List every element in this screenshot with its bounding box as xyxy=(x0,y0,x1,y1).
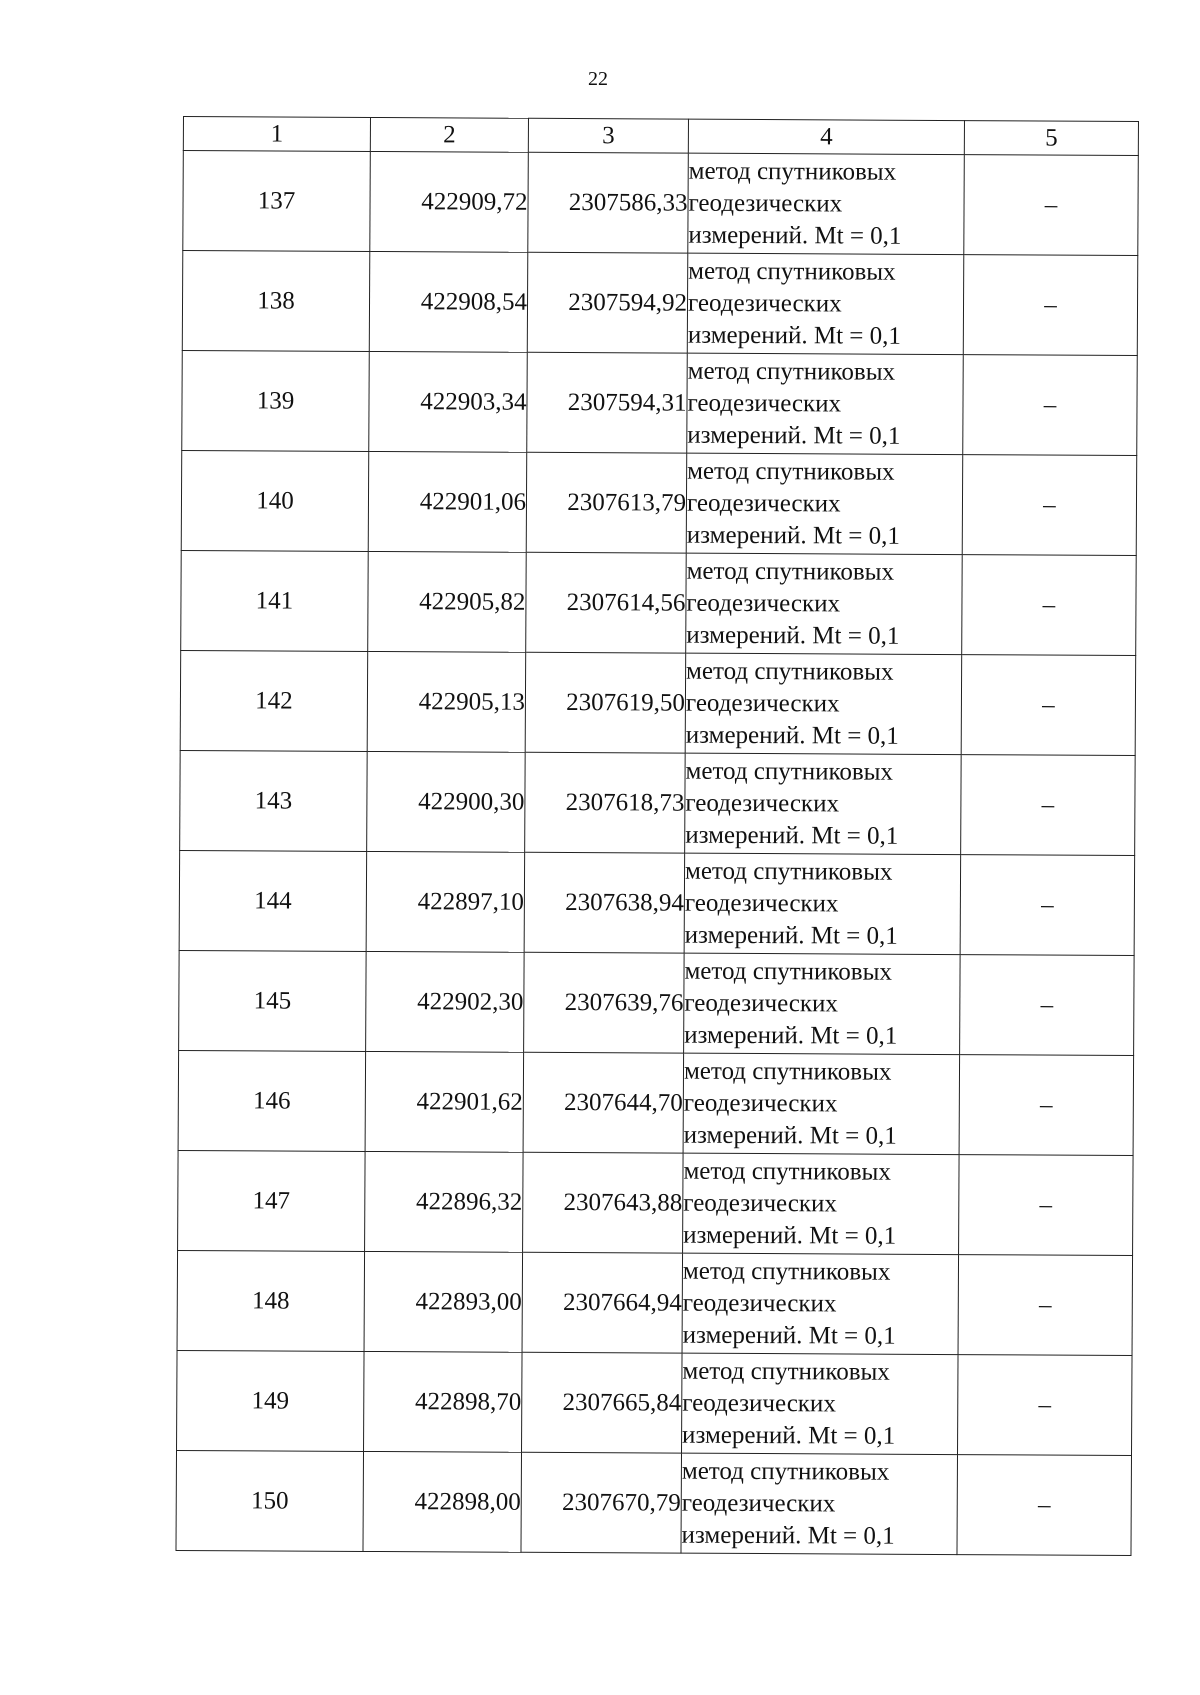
column-header-3: 3 xyxy=(528,118,688,153)
note-cell: – xyxy=(961,755,1136,856)
note-cell: – xyxy=(958,1255,1133,1356)
table-row xyxy=(181,450,1137,555)
point-number-cell: 150 xyxy=(176,1450,364,1551)
method-line-1: метод спутниковых xyxy=(687,457,895,486)
x-coordinate-cell: 422896,32 xyxy=(365,1151,524,1252)
method-line-3: измерений. Mt = 0,1 xyxy=(682,1421,896,1450)
column-header-5: 5 xyxy=(964,121,1138,156)
table-header xyxy=(183,117,1138,156)
method-line-1: метод спутниковых xyxy=(686,657,894,686)
y-coordinate-cell: 2307618,73 xyxy=(525,752,686,853)
table-row xyxy=(180,650,1136,755)
x-coordinate-cell: 422905,13 xyxy=(367,651,526,752)
method-line-1: метод спутниковых xyxy=(686,557,895,586)
method-cell xyxy=(686,453,963,554)
point-number-cell: 145 xyxy=(179,950,367,1051)
method-cell xyxy=(688,153,965,254)
point-number-cell: 139 xyxy=(182,350,370,451)
method-cell xyxy=(685,653,962,754)
method-line-3: измерений. Mt = 0,1 xyxy=(685,721,899,750)
y-coordinate-cell: 2307613,79 xyxy=(526,452,687,553)
method-line-3: измерений. Mt = 0,1 xyxy=(682,1321,896,1350)
column-header-2: 2 xyxy=(370,117,528,152)
method-line-2: геодезических xyxy=(682,1389,836,1417)
point-number-cell: 144 xyxy=(179,850,367,951)
x-coordinate-cell: 422898,70 xyxy=(364,1351,523,1452)
note-cell: – xyxy=(959,1055,1134,1156)
coordinates-table xyxy=(175,116,1139,1556)
column-header-1: 1 xyxy=(183,117,370,152)
table-row xyxy=(182,251,1138,356)
method-line-1: метод спутниковых xyxy=(683,1157,891,1186)
note-cell: – xyxy=(962,555,1137,656)
table-row xyxy=(177,1350,1133,1455)
point-number-cell: 137 xyxy=(183,151,371,252)
method-cell xyxy=(681,1453,958,1554)
method-line-3: измерений. Mt = 0,1 xyxy=(683,1121,897,1150)
y-coordinate-cell: 2307594,31 xyxy=(527,352,688,453)
column-header-4: 4 xyxy=(688,119,964,154)
method-line-1: метод спутниковых xyxy=(684,957,893,986)
method-line-3: измерений. Mt = 0,1 xyxy=(684,921,898,950)
y-coordinate-cell: 2307614,56 xyxy=(526,552,687,653)
point-number-cell: 146 xyxy=(178,1050,366,1151)
y-coordinate-cell: 2307670,79 xyxy=(521,1452,682,1553)
method-cell xyxy=(684,853,961,954)
method-line-3: измерений. Mt = 0,1 xyxy=(684,1021,898,1050)
method-cell xyxy=(685,753,962,854)
y-coordinate-cell: 2307644,70 xyxy=(523,1052,684,1153)
table-body xyxy=(176,151,1138,1556)
x-coordinate-cell: 422900,30 xyxy=(367,751,526,852)
method-cell xyxy=(682,1253,959,1354)
point-number-cell: 140 xyxy=(181,450,369,551)
point-number-cell: 141 xyxy=(181,550,369,651)
y-coordinate-cell: 2307619,50 xyxy=(525,652,686,753)
note-cell: – xyxy=(964,155,1139,256)
method-line-3: измерений. Mt = 0,1 xyxy=(683,1221,897,1250)
method-line-3: измерений. Mt = 0,1 xyxy=(686,521,900,550)
table-row xyxy=(183,151,1139,256)
method-cell xyxy=(687,353,964,454)
method-line-1: метод спутниковых xyxy=(682,1257,891,1286)
note-cell: – xyxy=(963,355,1138,456)
x-coordinate-cell: 422902,30 xyxy=(366,951,525,1052)
method-line-2: геодезических xyxy=(688,189,843,217)
y-coordinate-cell: 2307594,92 xyxy=(527,252,688,353)
table-row xyxy=(178,1150,1134,1255)
method-line-2: геодезических xyxy=(684,989,839,1017)
x-coordinate-cell: 422903,34 xyxy=(369,351,528,452)
y-coordinate-cell: 2307639,76 xyxy=(524,952,685,1053)
method-line-1: метод спутниковых xyxy=(685,757,894,786)
table-row xyxy=(181,550,1137,655)
y-coordinate-cell: 2307638,94 xyxy=(524,852,685,953)
note-cell: – xyxy=(960,855,1135,956)
method-line-1: метод спутниковых xyxy=(682,1357,890,1386)
method-cell xyxy=(682,1353,959,1454)
table-row xyxy=(178,1050,1134,1155)
x-coordinate-cell: 422908,54 xyxy=(369,251,528,352)
method-line-2: геодезических xyxy=(686,589,841,617)
method-line-1: метод спутниковых xyxy=(683,1057,892,1086)
note-cell: – xyxy=(959,1155,1134,1256)
note-cell: – xyxy=(961,655,1136,756)
method-line-2: геодезических xyxy=(685,789,840,817)
table-row xyxy=(177,1250,1133,1355)
table-row xyxy=(180,750,1136,855)
method-line-3: измерений. Mt = 0,1 xyxy=(688,221,902,250)
method-cell xyxy=(687,253,964,354)
x-coordinate-cell: 422901,62 xyxy=(365,1051,524,1152)
method-line-1: метод спутниковых xyxy=(684,857,893,886)
y-coordinate-cell: 2307586,33 xyxy=(528,152,689,253)
point-number-cell: 147 xyxy=(178,1150,366,1251)
method-line-3: измерений. Mt = 0,1 xyxy=(685,821,899,850)
x-coordinate-cell: 422897,10 xyxy=(366,851,525,952)
method-line-2: геодезических xyxy=(683,1089,838,1117)
note-cell: – xyxy=(958,1355,1133,1456)
y-coordinate-cell: 2307664,94 xyxy=(522,1252,683,1353)
table-row xyxy=(176,1450,1132,1555)
y-coordinate-cell: 2307643,88 xyxy=(523,1152,684,1253)
method-line-2: геодезических xyxy=(687,389,842,417)
table-row xyxy=(182,350,1138,455)
method-cell xyxy=(686,553,963,654)
point-number-cell: 148 xyxy=(177,1250,365,1351)
x-coordinate-cell: 422893,00 xyxy=(364,1251,523,1352)
y-coordinate-cell: 2307665,84 xyxy=(522,1352,683,1453)
point-number-cell: 149 xyxy=(177,1350,365,1451)
page-number: 22 xyxy=(588,68,608,90)
point-number-cell: 138 xyxy=(182,251,370,352)
table-row xyxy=(179,850,1135,955)
method-line-3: измерений. Mt = 0,1 xyxy=(686,621,900,650)
method-line-3: измерений. Mt = 0,1 xyxy=(681,1521,895,1550)
method-line-2: геодезических xyxy=(686,489,841,517)
method-cell xyxy=(684,953,961,1054)
table-row xyxy=(179,950,1135,1055)
point-number-cell: 143 xyxy=(180,750,368,851)
method-line-2: геодезических xyxy=(687,289,842,317)
method-line-1: метод спутниковых xyxy=(688,257,896,286)
note-cell: – xyxy=(960,955,1135,1056)
method-line-3: измерений. Mt = 0,1 xyxy=(687,321,902,350)
x-coordinate-cell: 422909,72 xyxy=(370,151,529,252)
method-line-2: геодезических xyxy=(682,1289,837,1317)
method-line-3: измерений. Mt = 0,1 xyxy=(687,421,901,450)
method-line-2: геодезических xyxy=(685,689,840,717)
method-line-1: метод спутниковых xyxy=(688,157,897,186)
method-line-1: метод спутниковых xyxy=(687,357,896,386)
method-line-2: геодезических xyxy=(684,889,839,917)
method-cell xyxy=(683,1053,960,1154)
method-line-1: метод спутниковых xyxy=(681,1457,890,1486)
x-coordinate-cell: 422901,06 xyxy=(368,451,527,552)
point-number-cell: 142 xyxy=(180,650,368,751)
note-cell: – xyxy=(963,255,1138,356)
note-cell: – xyxy=(962,455,1137,556)
method-cell xyxy=(683,1153,960,1254)
x-coordinate-cell: 422898,00 xyxy=(363,1451,522,1552)
method-line-2: геодезических xyxy=(681,1489,836,1517)
x-coordinate-cell: 422905,82 xyxy=(368,551,527,652)
note-cell: – xyxy=(957,1455,1132,1556)
method-line-2: геодезических xyxy=(683,1189,837,1217)
header-row xyxy=(183,117,1138,156)
